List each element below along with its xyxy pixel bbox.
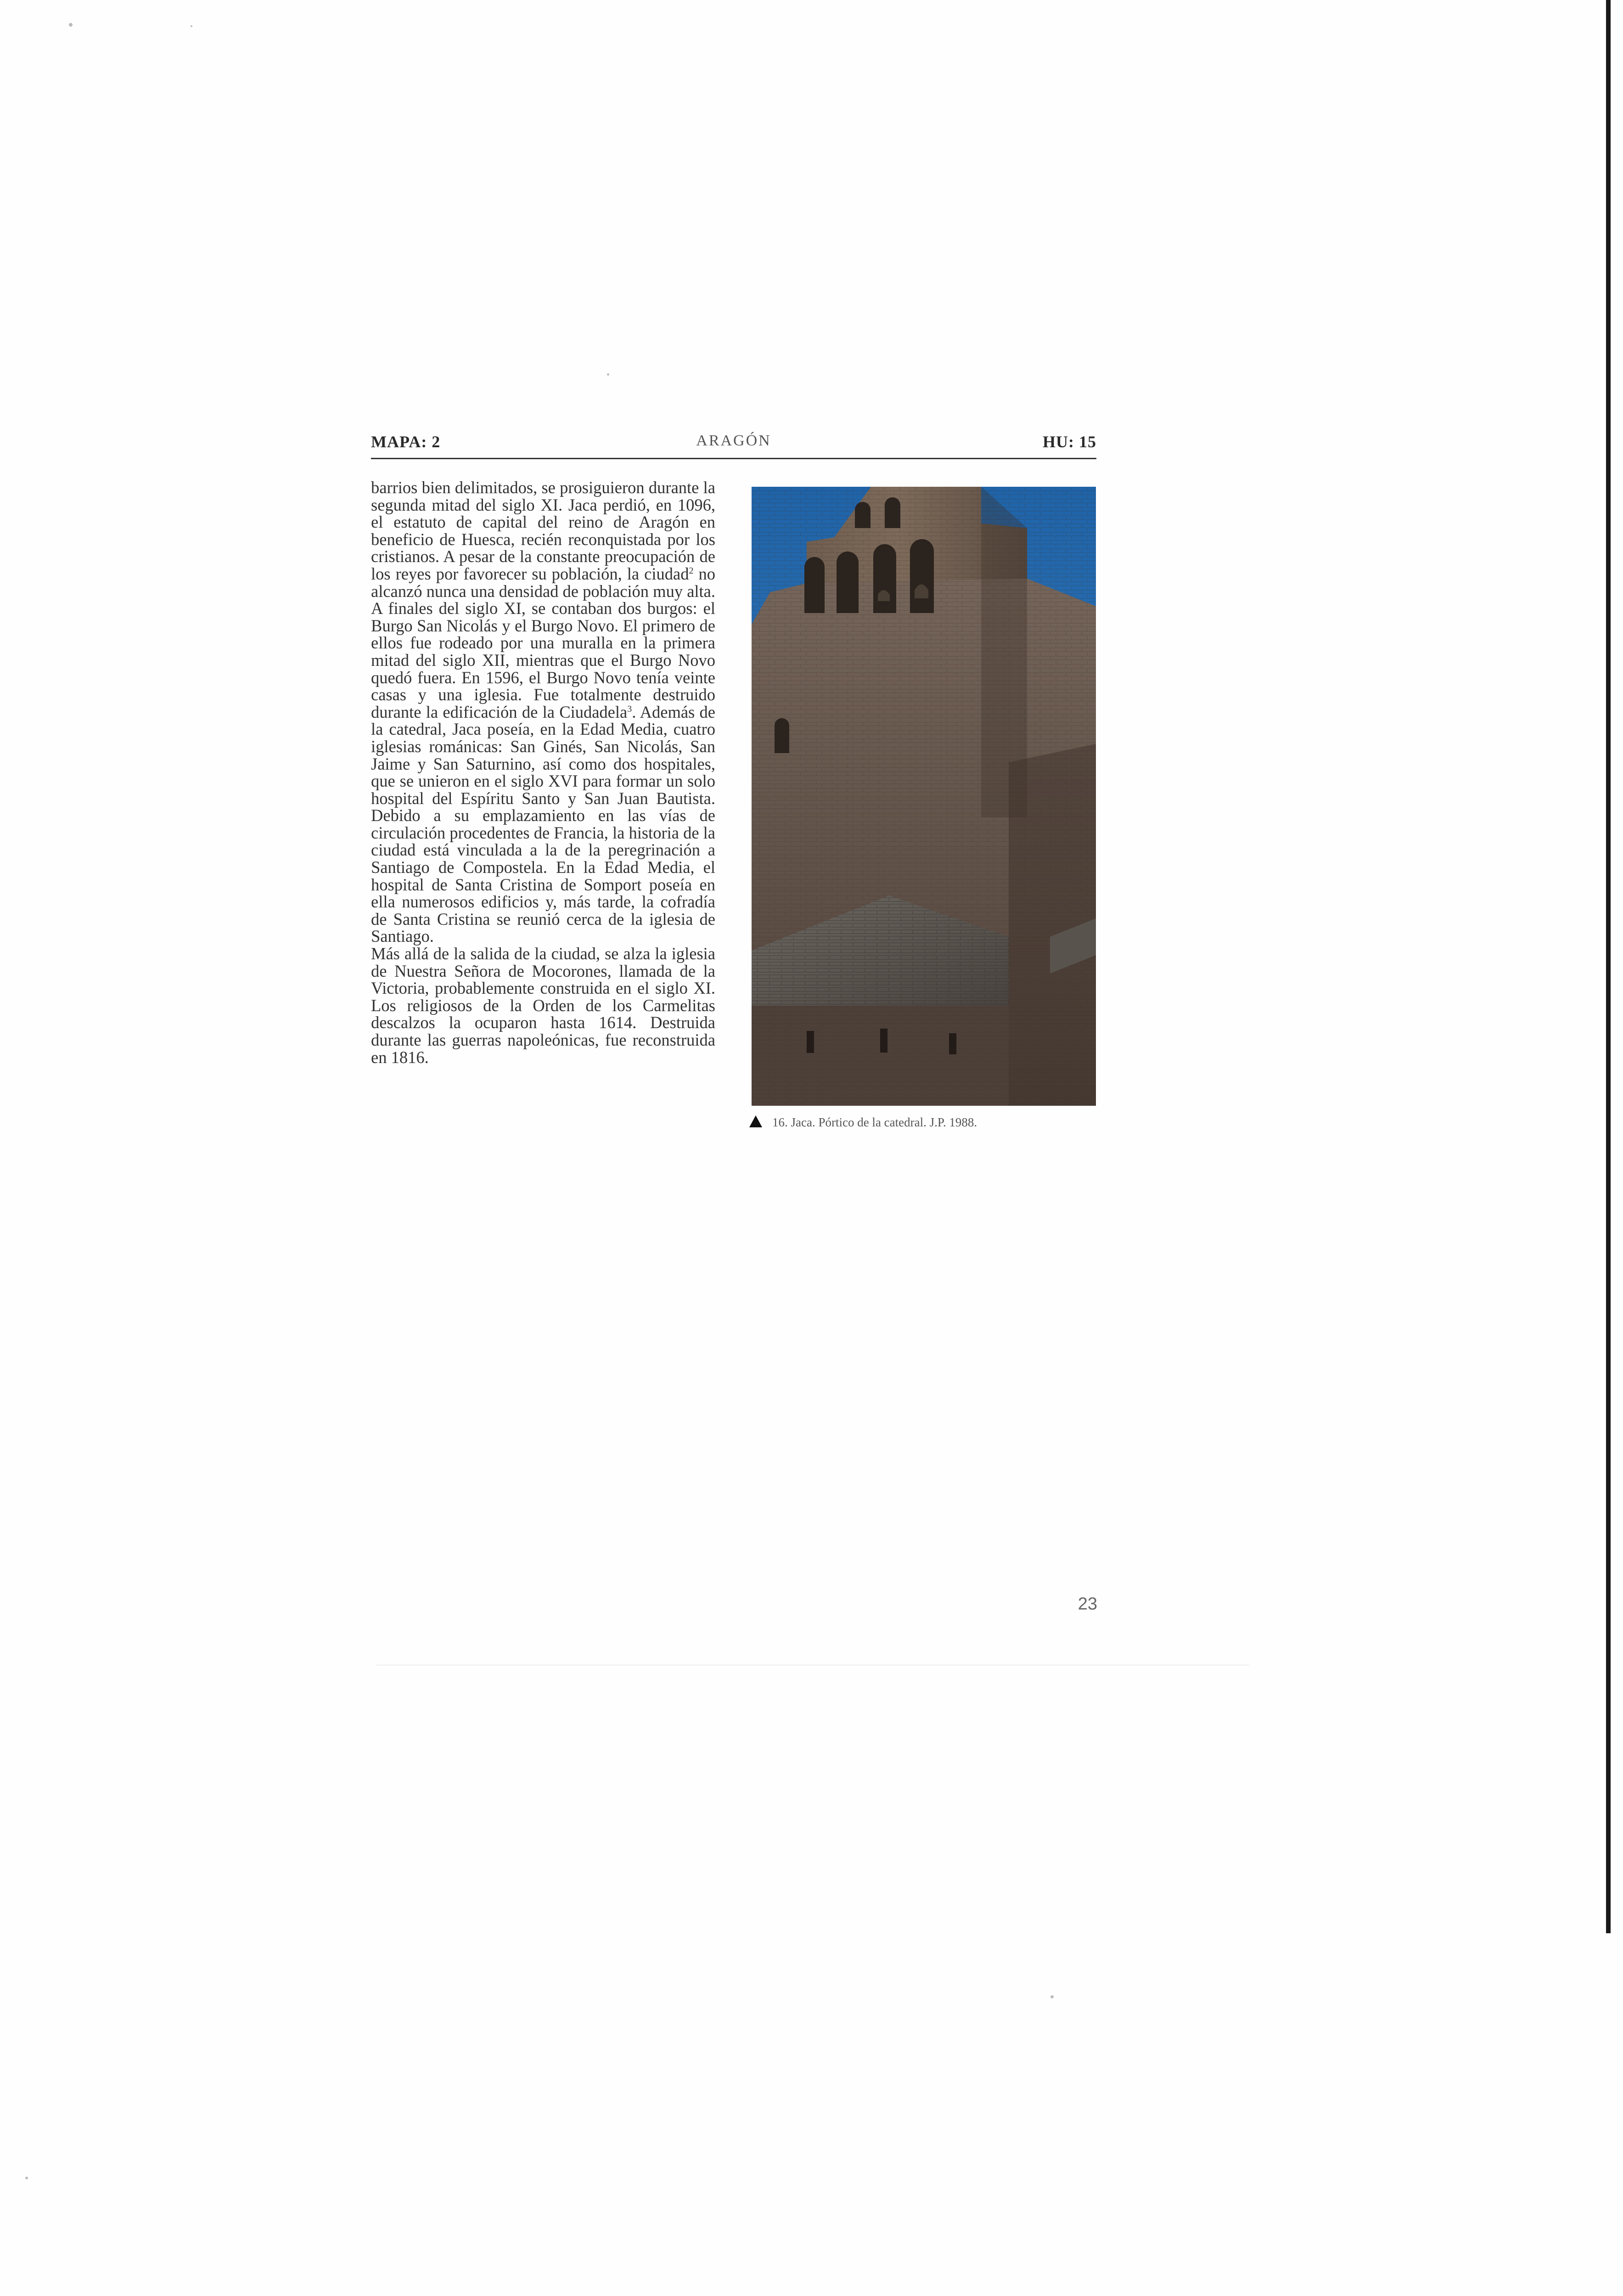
scan-speck [69,23,73,27]
caption-text: 16. Jaca. Pórtico de la catedral. J.P. 1988. [772,1115,977,1129]
body-paragraph-1 [371,479,715,945]
footnote-ref-2: 2 [689,565,694,576]
body-text-column [371,479,715,1066]
header-hu-ref: HU: 15 [1043,433,1096,451]
faint-scan-line [376,1665,1249,1666]
footnote-ref-3: 3 [627,703,632,714]
paragraph-text: . Además de la catedral, Jaca poseía, en la Edad Media, cuatro iglesias románicas: San Ginés, San Nicolás, San Jaime y San Saturnino, así como dos hospitales, que se unieron en el siglo XVI para formar un solo hospital del Espíritu Santo y San Juan Bautista. Debido a su emplazamiento en las vías de circulación procedentes de Francia, la historia de la ciudad está vinculada a la de la peregrinación a Santiago de Compostela. En la Edad Media, el hospital de Santa Cristina de Somport poseía en ella numerosos edificios y, más tarde, la cofradía de Santa Cristina se reunió cerca de la iglesia de Santiago. [371,702,715,946]
page-number: 23 [1078,1594,1097,1614]
paragraph-text: barrios bien delimitados, se prosiguieron durante la segunda mitad del siglo XI. Jaca perdió, en 1096, el estatuto de capital del reino de Aragón en beneficio de Huesca, recién reconquistada por los cristianos. A pesar de la constante preocupación de los reyes por favorecer su población, la ciudad [371,478,715,583]
running-header [371,429,1096,457]
scan-speck [607,373,609,376]
paragraph-text: no alcanzó nunca una densidad de población muy alta. A finales del siglo XI, se contaban dos burgos: el Burgo San Nicolás y el Burgo Novo. El primero de ellos fue rodeado por una muralla en la primera mitad del siglo XII, mientras que el Burgo Novo quedó fuera. En 1596, el Burgo Novo tenía veinte casas y una iglesia. Fue totalmente destruido durante la edificación de la Ciudadela [371,564,716,721]
scan-speck [25,2177,28,2179]
cathedral-photo [752,487,1096,1106]
scan-edge-shadow [1606,0,1611,1933]
figure-caption [749,1115,1098,1130]
scan-speck [191,25,192,27]
triangle-marker-icon [749,1115,762,1127]
header-region: ARAGÓN [696,432,771,449]
header-map-ref: MAPA: 2 [371,433,441,451]
body-paragraph-2: Más allá de la salida de la ciudad, se alza la iglesia de Nuestra Señora de Mocorones, llamada de la Victoria, probablemente construida en el siglo XI. Los religiosos de la Orden de los Carmelitas descalzos la ocuparon hasta 1614. Destruida durante las guerras napoleónicas, fue reconstruida en 1816. [371,944,715,1067]
scan-speck [1050,1995,1054,1998]
header-rule [371,458,1096,459]
